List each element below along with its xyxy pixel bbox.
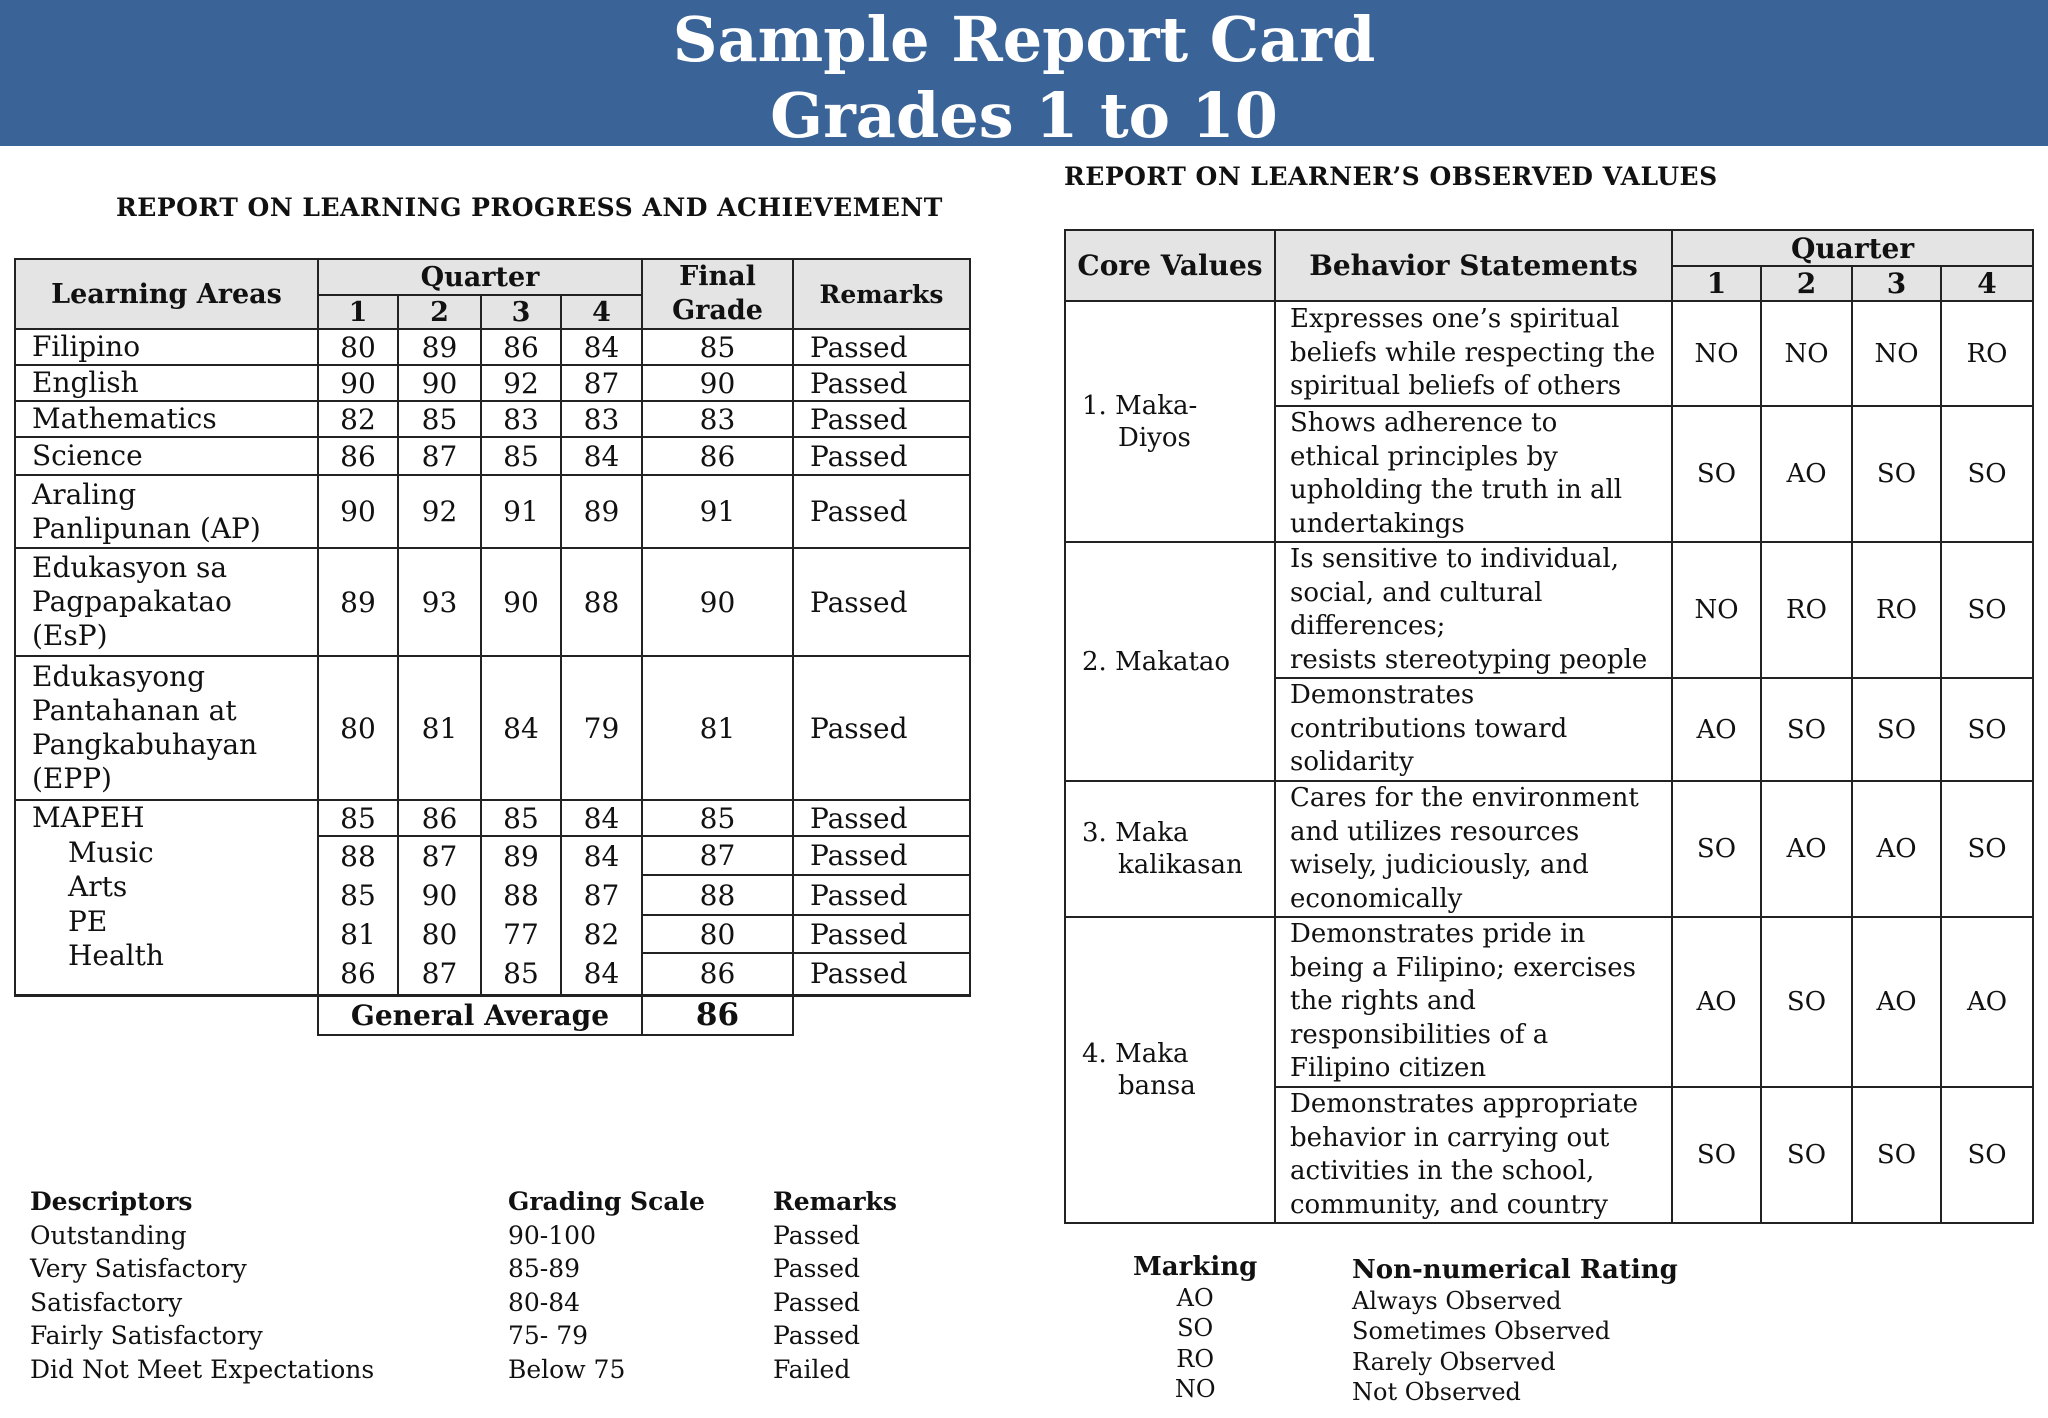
quarter-grade-cell: 89	[318, 548, 398, 656]
quarter-marking-cell: SO	[1941, 406, 2033, 542]
behavior-statement-line: activities in the school,	[1290, 1156, 1595, 1186]
mapeh-sub-final-grade: 87	[642, 836, 793, 875]
quarter-marking-cell: RO	[1761, 542, 1852, 678]
mapeh-sub-quarter-grade: 77	[481, 915, 561, 953]
subject-line: Pangkabuhayan	[32, 728, 258, 761]
core-value-line: bansa	[1118, 1071, 1196, 1101]
behavior-statement-line: the rights and	[1290, 986, 1476, 1017]
quarter-grade-cell: 83	[481, 401, 561, 437]
behavior-statements-header: Behavior Statements	[1275, 230, 1672, 301]
remarks-entry: Failed	[773, 1354, 851, 1384]
mapeh-sub-label: Arts	[68, 870, 128, 903]
mapeh-sub-label: PE	[68, 904, 108, 938]
mapeh-quarter-grade: 85	[318, 800, 398, 836]
behavior-statement-line: Demonstrates pride in	[1290, 919, 1586, 950]
mapeh-sub-quarter-grade: 87	[561, 875, 642, 915]
quarter-marking-cell: NO	[1672, 542, 1761, 678]
descriptor-entry: Very Satisfactory	[30, 1254, 247, 1283]
final-header-line: Final	[679, 261, 756, 292]
learning-progress-title: REPORT ON LEARNING PROGRESS AND ACHIEVEMENT	[116, 193, 943, 222]
remarks-cell: Passed	[793, 548, 970, 656]
behavior-statement-line: beliefs while respecting the	[1290, 337, 1656, 368]
rating-description: Always Observed	[1352, 1286, 1562, 1315]
mapeh-sub-remarks: Passed	[793, 875, 970, 915]
grade-row	[15, 329, 970, 365]
quarter-marking-cell: NO	[1761, 301, 1852, 406]
remarks-cell: Passed	[793, 475, 970, 548]
core-value-line: 4. Maka	[1082, 1039, 1189, 1069]
mapeh-sub-quarter-grade: 88	[318, 836, 398, 875]
behavior-statement-line: and utilizes resources	[1290, 816, 1580, 847]
rating-description: Rarely Observed	[1352, 1347, 1556, 1376]
quarter-grade-cell: 90	[318, 365, 398, 401]
behavior-statement-cell	[1275, 917, 1672, 1087]
quarter-number-header: 2	[398, 295, 481, 329]
banner-title: Sample Report Card	[672, 3, 1376, 76]
quarter-grade-cell: 86	[481, 329, 561, 365]
behavior-statement-line: spiritual beliefs of others	[1290, 371, 1622, 402]
mapeh-sub-quarter-grade: 85	[318, 875, 398, 915]
mapeh-sub-label: Music	[68, 835, 154, 869]
behavior-statement-line: wisely, judiciously, and	[1290, 850, 1589, 880]
grading-scale-entry: 90-100	[508, 1220, 596, 1250]
core-value-line: 3. Maka	[1082, 818, 1189, 848]
general-average-spacer	[15, 995, 318, 1035]
grading-scale-heading: Grading Scale	[508, 1187, 705, 1216]
core-value-cell	[1065, 542, 1275, 781]
subject-cell: English	[15, 365, 318, 401]
mapeh-sub-quarter-grade: 85	[481, 953, 561, 995]
mapeh-sub-quarter-grade: 86	[318, 953, 398, 995]
grading-scale-entry: 85-89	[508, 1254, 581, 1283]
mapeh-sub-final-grade: 80	[642, 915, 793, 953]
subject-line: Pagpapakatao	[32, 585, 232, 618]
descriptor-entry: Fairly Satisfactory	[30, 1321, 263, 1350]
mapeh-sub-quarter-grade: 88	[481, 875, 561, 915]
subject-line: Panlipunan (AP)	[32, 511, 261, 545]
observed-values-title: REPORT ON LEARNER’S OBSERVED VALUES	[1064, 162, 1718, 191]
quarter-grade-cell: 85	[481, 437, 561, 475]
rating-column	[1352, 1255, 1678, 1408]
remarks-cell: Passed	[793, 329, 970, 365]
quarter-marking-cell: NO	[1672, 301, 1761, 406]
quarter-grade-cell: 84	[561, 329, 642, 365]
rating-description: Sometimes Observed	[1352, 1317, 1611, 1345]
remarks-cell: Passed	[793, 437, 970, 475]
subject-cell	[15, 475, 318, 548]
behavior-statement-line: Cares for the environment	[1290, 783, 1639, 813]
behavior-statement-line: upholding the truth in all	[1290, 475, 1623, 505]
mapeh-sub-remarks: Passed	[793, 836, 970, 875]
core-value-cell	[1065, 301, 1275, 542]
behavior-row	[1065, 917, 2033, 1087]
final-grade-header	[642, 259, 793, 329]
banner-subtitle: Grades 1 to 10	[770, 79, 1278, 152]
quarter-grade-cell: 90	[398, 365, 481, 401]
behavior-statement-cell	[1275, 406, 1672, 542]
behavior-row	[1065, 781, 2033, 917]
grade-row	[15, 548, 970, 656]
remarks-cell: Passed	[793, 365, 970, 401]
quarter-marking-cell: SO	[1852, 1087, 1941, 1223]
rating-heading: Non-numerical Rating	[1352, 1255, 1678, 1285]
values-quarter-number: 3	[1852, 266, 1941, 301]
core-value-line: 2. Makatao	[1082, 646, 1231, 677]
observed-values-table	[1064, 229, 2034, 1224]
behavior-statement-line: resists stereotyping people	[1290, 644, 1648, 675]
quarter-marking-cell: AO	[1672, 917, 1761, 1087]
descriptor-entry: Outstanding	[30, 1220, 187, 1250]
mapeh-quarter-grade: 85	[481, 800, 561, 836]
final-grade-cell: 86	[642, 437, 793, 475]
quarter-marking-cell: AO	[1672, 678, 1761, 781]
behavior-statement-cell	[1275, 301, 1672, 406]
quarter-grade-cell: 80	[318, 656, 398, 800]
subject-cell	[15, 548, 318, 656]
subject-line: Edukasyon sa	[32, 551, 228, 584]
marking-code: AO	[1176, 1283, 1214, 1312]
mapeh-sub-quarter-grade: 84	[561, 953, 642, 995]
core-value-cell	[1065, 781, 1275, 917]
descriptor-entry: Satisfactory	[30, 1287, 183, 1317]
general-average-row	[15, 995, 970, 1035]
subject-line: (EsP)	[32, 619, 108, 652]
quarter-grade-cell: 80	[318, 329, 398, 365]
behavior-statement-line: behavior in carrying out	[1290, 1122, 1610, 1153]
marking-heading: Marking	[1133, 1252, 1258, 1282]
mapeh-row	[15, 800, 970, 836]
quarter-grade-cell: 92	[398, 475, 481, 548]
learning-areas-header: Learning Areas	[15, 259, 318, 329]
quarter-marking-cell: SO	[1672, 1087, 1761, 1223]
subject-line: (EPP)	[32, 762, 112, 795]
quarter-header: Quarter	[318, 259, 642, 295]
quarter-grade-cell: 93	[398, 548, 481, 656]
mapeh-sub-remarks: Passed	[793, 953, 970, 995]
quarter-number-header: 4	[561, 295, 642, 329]
quarter-marking-cell: AO	[1941, 917, 2033, 1087]
core-value-line: kalikasan	[1118, 850, 1243, 880]
marking-code: RO	[1176, 1344, 1215, 1373]
final-grade-cell: 90	[642, 548, 793, 656]
grades-header-row	[15, 259, 970, 295]
behavior-statement-line: responsibilities of a	[1290, 1019, 1549, 1050]
marking-column	[1133, 1252, 1257, 1405]
marking-code: SO	[1177, 1314, 1214, 1342]
mapeh-final-grade: 85	[642, 800, 793, 836]
quarter-marking-cell: SO	[1672, 406, 1761, 542]
mapeh-subject-cell	[15, 800, 318, 995]
grading-scale-entry: 80-84	[508, 1287, 581, 1317]
subject-line: Edukasyong	[32, 660, 206, 693]
quarter-grade-cell: 86	[318, 437, 398, 475]
quarter-marking-cell: SO	[1941, 542, 2033, 678]
quarter-marking-cell: SO	[1672, 781, 1761, 917]
mapeh-quarter-grade: 86	[398, 800, 481, 836]
subject-line: Araling	[32, 477, 137, 511]
behavior-statement-line: undertakings	[1290, 508, 1465, 539]
core-values-header: Core Values	[1065, 230, 1275, 301]
mapeh-label: MAPEH	[32, 801, 145, 834]
quarter-marking-cell: SO	[1761, 917, 1852, 1087]
grades-table	[14, 258, 971, 1036]
quarter-grade-cell: 89	[561, 475, 642, 548]
quarter-grade-cell: 84	[561, 437, 642, 475]
quarter-grade-cell: 85	[398, 401, 481, 437]
quarter-grade-cell: 91	[481, 475, 561, 548]
final-grade-cell: 90	[642, 365, 793, 401]
behavior-statement-line: solidarity	[1290, 747, 1414, 778]
descriptor-entry: Did Not Meet Expectations	[30, 1354, 375, 1384]
grade-row	[15, 475, 970, 548]
values-header-row	[1065, 230, 2033, 266]
quarter-marking-cell: RO	[1852, 542, 1941, 678]
mapeh-sub-quarter-grade: 81	[318, 915, 398, 953]
values-quarter-header: Quarter	[1672, 230, 2033, 266]
values-quarter-number: 1	[1672, 266, 1761, 301]
mapeh-sub-quarter-grade: 80	[398, 915, 481, 953]
mapeh-sub-label: Health	[68, 939, 164, 972]
grading-scale-column	[508, 1185, 705, 1386]
remarks-header: Remarks	[793, 259, 970, 329]
mapeh-sub-quarter-grade: 87	[398, 953, 481, 995]
quarter-marking-cell: AO	[1852, 917, 1941, 1087]
remarks-entry: Passed	[773, 1321, 861, 1350]
subject-cell: Science	[15, 437, 318, 475]
grade-row	[15, 656, 970, 800]
quarter-marking-cell: AO	[1761, 781, 1852, 917]
behavior-statement-cell	[1275, 781, 1672, 917]
behavior-statement-line: Expresses one’s spiritual	[1290, 304, 1620, 335]
quarter-marking-cell: SO	[1761, 678, 1852, 781]
final-grade-cell: 85	[642, 329, 793, 365]
quarter-grade-cell: 92	[481, 365, 561, 401]
general-average-label: General Average	[318, 995, 642, 1035]
remarks-heading: Remarks	[773, 1187, 897, 1216]
grade-header-line: Grade	[672, 295, 763, 326]
behavior-statement-cell	[1275, 542, 1672, 678]
mapeh-sub-final-grade: 86	[642, 953, 793, 995]
grade-row	[15, 437, 970, 475]
final-grade-cell: 81	[642, 656, 793, 800]
behavior-statement-line: Is sensitive to individual,	[1290, 544, 1619, 574]
quarter-marking-cell: AO	[1761, 406, 1852, 542]
behavior-statement-line: Shows adherence to	[1290, 408, 1558, 438]
quarter-marking-cell: NO	[1852, 301, 1941, 406]
grade-row	[15, 365, 970, 401]
quarter-number-header: 3	[481, 295, 561, 329]
quarter-number-header: 1	[318, 295, 398, 329]
remarks-cell: Passed	[793, 656, 970, 800]
grading-scale-entry: 75- 79	[508, 1321, 589, 1350]
behavior-statement-line: differences;	[1290, 611, 1446, 641]
quarter-marking-cell: SO	[1852, 678, 1941, 781]
subject-line: Pantahanan at	[32, 694, 237, 727]
behavior-statement-line: Demonstrates appropriate	[1290, 1089, 1639, 1119]
general-average-spacer	[793, 995, 970, 1035]
remarks-entry: Passed	[773, 1287, 861, 1317]
quarter-grade-cell: 84	[481, 656, 561, 800]
quarter-marking-cell: SO	[1761, 1087, 1852, 1223]
quarter-grade-cell: 81	[398, 656, 481, 800]
core-value-cell	[1065, 917, 1275, 1223]
subject-cell	[15, 656, 318, 800]
behavior-row	[1065, 301, 2033, 406]
quarter-grade-cell: 87	[561, 365, 642, 401]
title-banner	[0, 0, 2048, 152]
behavior-statement-line: Demonstrates	[1290, 680, 1475, 711]
subject-cell: Filipino	[15, 329, 318, 365]
quarter-marking-cell: AO	[1852, 781, 1941, 917]
behavior-statement-line: community, and country	[1290, 1189, 1608, 1220]
grade-row	[15, 401, 970, 437]
mapeh-quarter-grade: 84	[561, 800, 642, 836]
behavior-statement-line: ethical principles by	[1290, 441, 1558, 472]
quarter-marking-cell: SO	[1852, 406, 1941, 542]
core-value-line: Diyos	[1118, 422, 1191, 453]
remarks-entry: Passed	[773, 1254, 861, 1283]
marking-code: NO	[1174, 1375, 1216, 1403]
final-grade-cell: 83	[642, 401, 793, 437]
behavior-statement-line: contributions toward	[1290, 713, 1568, 744]
behavior-statement-line: Filipino citizen	[1290, 1053, 1487, 1084]
mapeh-sub-final-grade: 88	[642, 875, 793, 915]
final-grade-cell: 91	[642, 475, 793, 548]
behavior-statement-line: economically	[1290, 883, 1463, 914]
quarter-grade-cell: 79	[561, 656, 642, 800]
quarter-marking-cell: SO	[1941, 1087, 2033, 1223]
quarter-marking-cell: SO	[1941, 781, 2033, 917]
quarter-marking-cell: SO	[1941, 678, 2033, 781]
behavior-statement-cell	[1275, 1087, 1672, 1223]
general-average-value: 86	[642, 995, 793, 1035]
quarter-grade-cell: 89	[398, 329, 481, 365]
rating-description: Not Observed	[1352, 1378, 1521, 1406]
subject-cell: Mathematics	[15, 401, 318, 437]
quarter-grade-cell: 90	[318, 475, 398, 548]
remarks-entry: Passed	[773, 1220, 861, 1250]
core-value-line: 1. Maka-	[1082, 390, 1198, 421]
quarter-grade-cell: 83	[561, 401, 642, 437]
mapeh-sub-quarter-grade: 87	[398, 836, 481, 875]
remarks-cell: Passed	[793, 401, 970, 437]
mapeh-sub-quarter-grade: 90	[398, 875, 481, 915]
behavior-statement-cell	[1275, 678, 1672, 781]
mapeh-sub-quarter-grade: 84	[561, 836, 642, 875]
mapeh-sub-quarter-grade: 82	[561, 915, 642, 953]
behavior-statement-line: social, and cultural	[1290, 577, 1543, 608]
quarter-grade-cell: 90	[481, 548, 561, 656]
descriptor-column	[30, 1185, 374, 1386]
behavior-row	[1065, 542, 2033, 678]
quarter-grade-cell: 82	[318, 401, 398, 437]
behavior-statement-line: being a Filipino; exercises	[1290, 952, 1636, 983]
mapeh-sub-quarter-grade: 89	[481, 836, 561, 875]
quarter-grade-cell: 88	[561, 548, 642, 656]
grading-scale-entry: Below 75	[508, 1354, 626, 1384]
descriptor-heading: Descriptors	[30, 1187, 193, 1216]
quarter-marking-cell: RO	[1941, 301, 2033, 406]
mapeh-sub-remarks: Passed	[793, 915, 970, 953]
quarter-grade-cell: 87	[398, 437, 481, 475]
mapeh-remarks: Passed	[793, 800, 970, 836]
remarks-column	[773, 1185, 897, 1386]
values-quarter-number: 2	[1761, 266, 1852, 301]
values-quarter-number: 4	[1941, 266, 2033, 301]
